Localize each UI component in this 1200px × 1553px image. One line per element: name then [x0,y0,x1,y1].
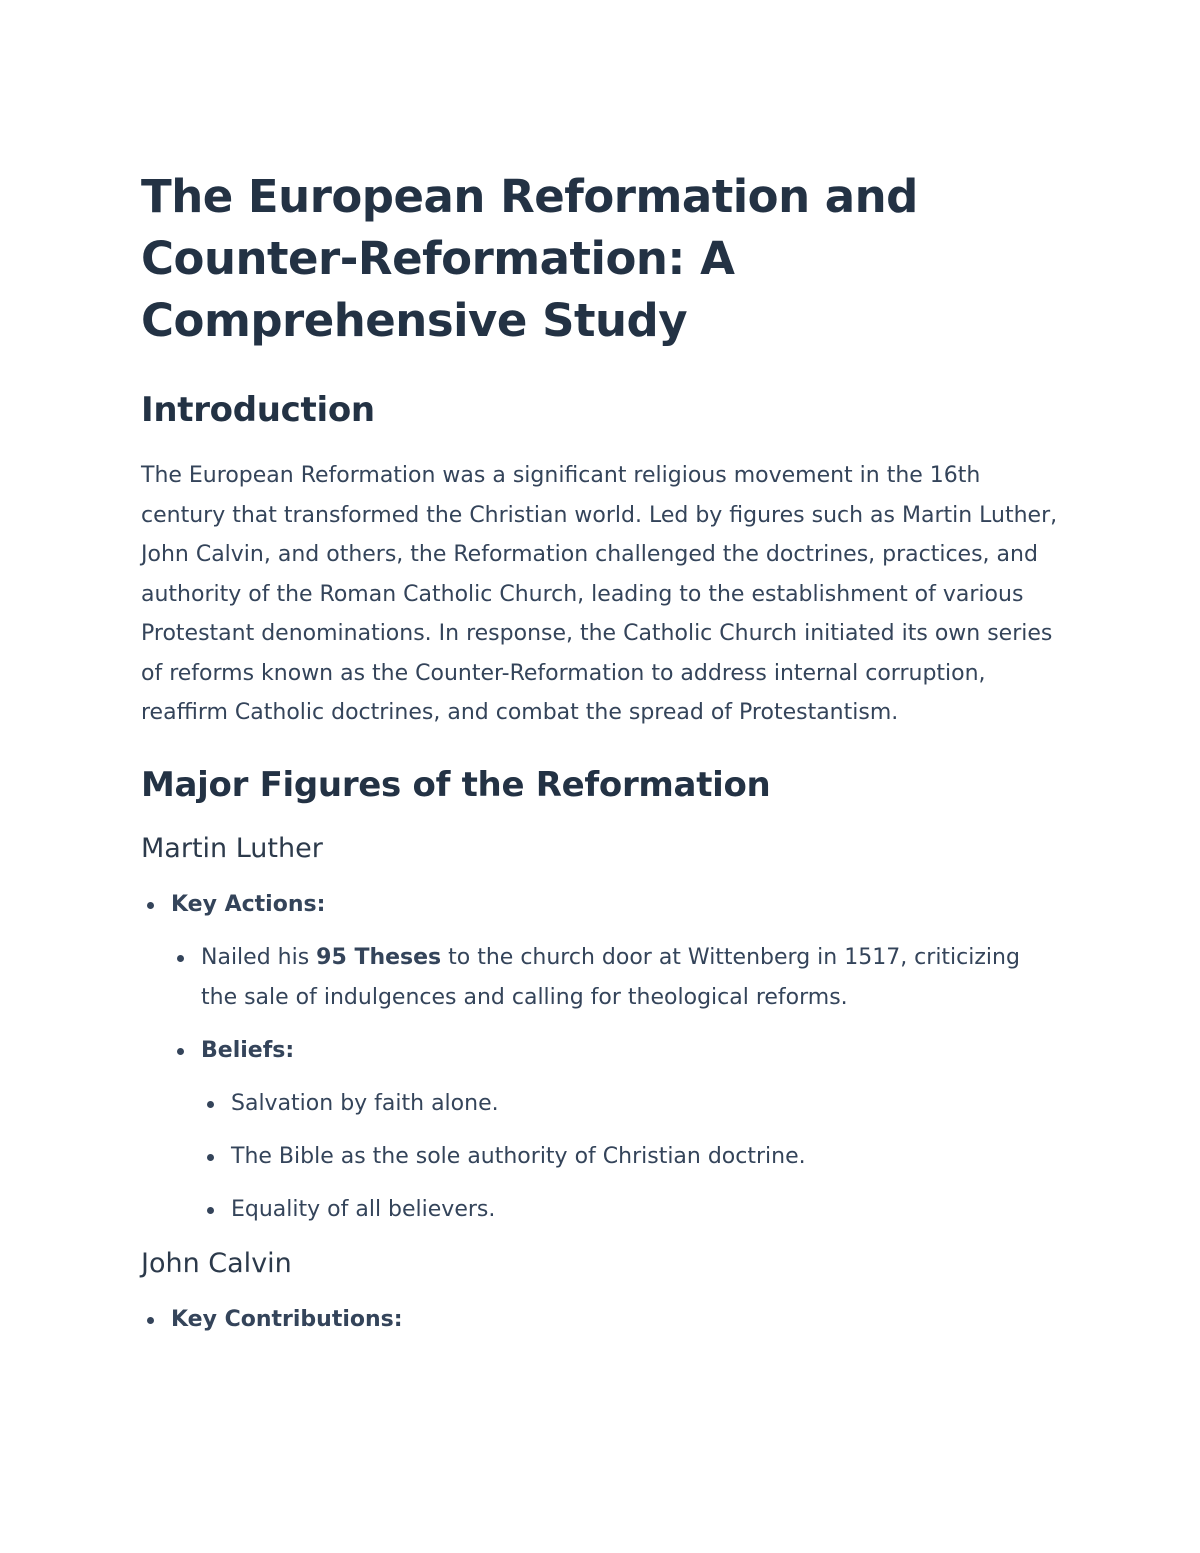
list-item: The Bible as the sole authority of Christian doctrine. [231,1137,1061,1177]
calvin-list [141,1300,1061,1340]
document-page [141,166,1061,1340]
list-item: Equality of all believers. [231,1190,1061,1230]
martin-luther-heading: Martin Luther [141,832,323,864]
document-title: The European Reformation and Counter-Reformation: A Comprehensive Study [141,170,918,347]
list-item [201,938,1061,1018]
beliefs-list [201,1084,1061,1230]
introduction-paragraph: The European Reformation was a significant religious movement in the 16th century that transformed the Christian world. Led by figures such as Martin Luther, John Calvin, and others, the Reformation challenged the doctrines, practices, and authority of the Roman Catholic Church, leading to the establishment of various Protestant denominations. In response, the Catholic Church initiated its own series of reforms known as the Counter-Reformation to address internal corruption, reaffirm Catholic doctrines, and combat the spread of Protestantism. [141,463,1058,725]
key-actions-list [171,938,1061,1230]
list-item [171,1300,1061,1340]
key-actions-label: Key Actions: [171,891,326,917]
action-text-suffix: to the church door at Wittenberg in 1517, criticizing the sale of indulgences and calling for theological reforms. [201,944,1020,1010]
introduction-heading: Introduction [141,390,375,430]
beliefs-label: Beliefs: [201,1037,295,1063]
list-item: Salvation by faith alone. [231,1084,1061,1124]
action-text-bold: 95 Theses [316,944,442,970]
john-calvin-heading: John Calvin [141,1247,292,1279]
list-item [171,885,1061,1230]
key-contributions-label: Key Contributions: [171,1306,403,1332]
major-figures-heading: Major Figures of the Reformation [141,764,771,805]
list-item [201,1031,1061,1230]
action-text-prefix: Nailed his [201,944,317,970]
luther-list [141,885,1061,1230]
